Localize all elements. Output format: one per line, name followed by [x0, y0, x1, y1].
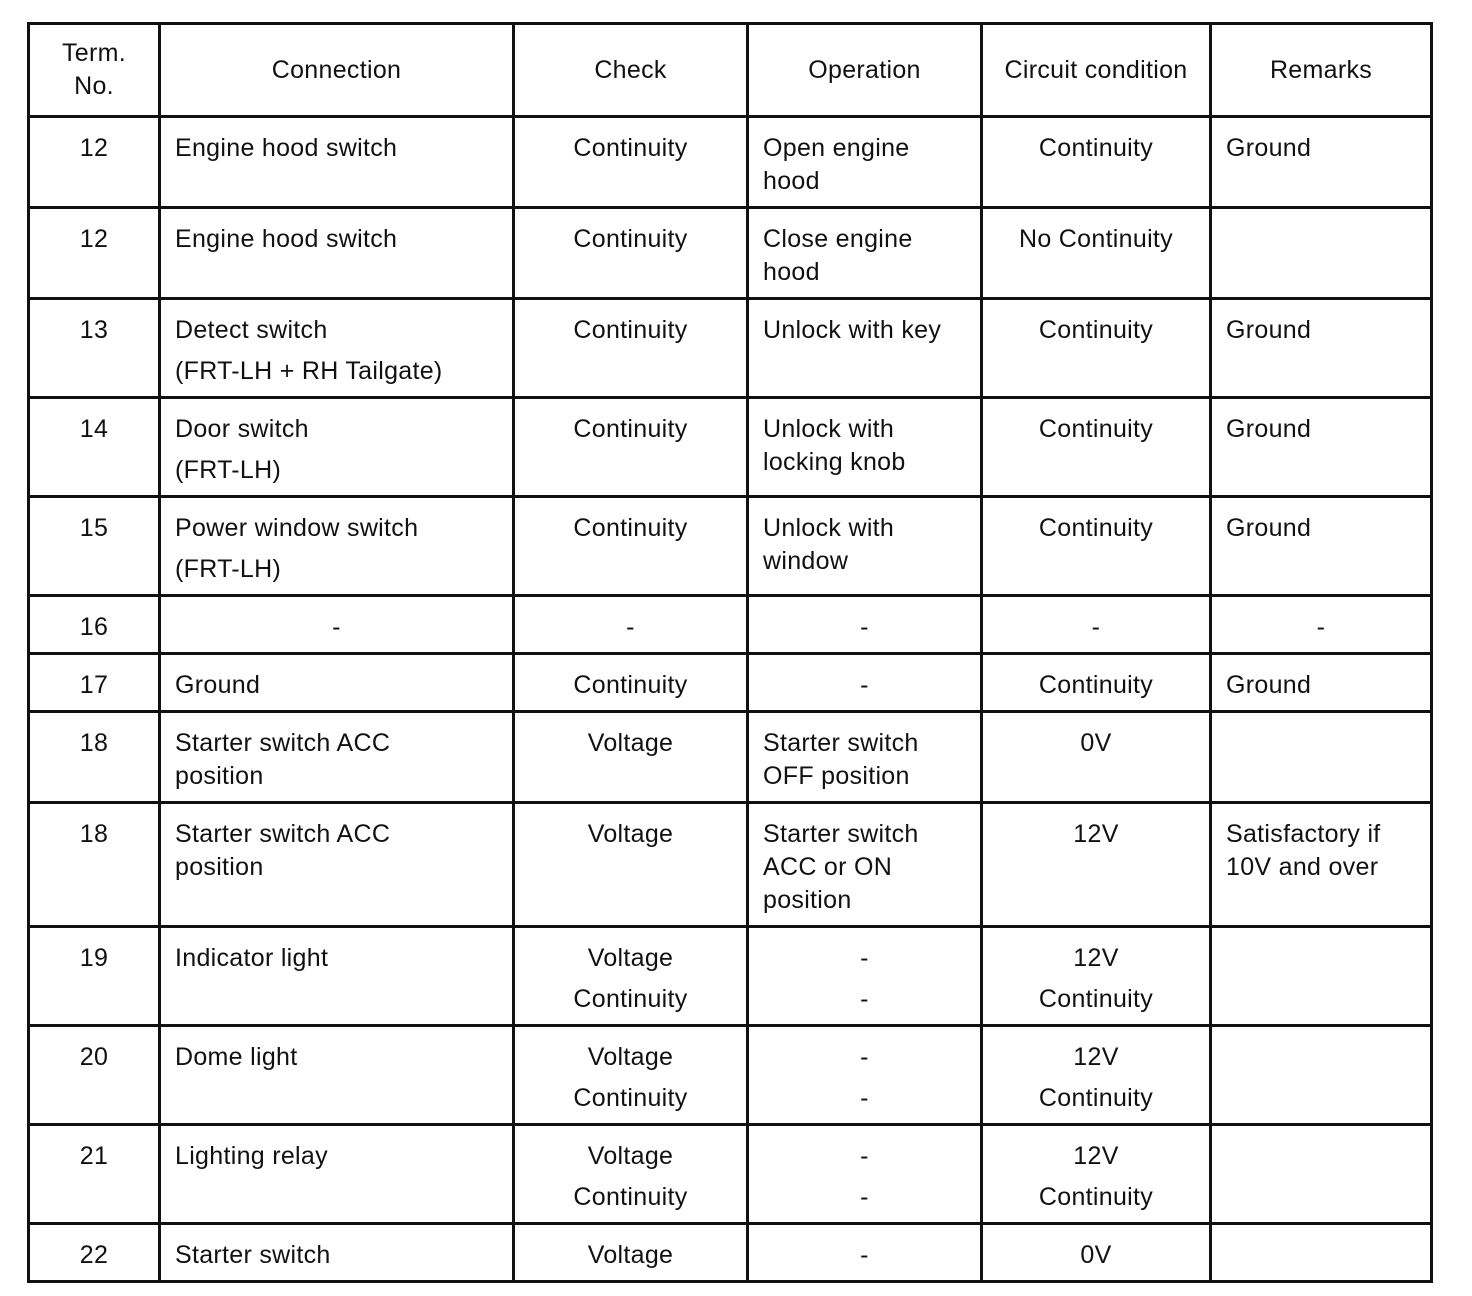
connection-cell [160, 596, 514, 654]
term-number-cell: 15 [29, 497, 160, 596]
circuit-condition-text: Continuity [1038, 671, 1154, 699]
operation-text: hood [763, 167, 820, 195]
check-text: Continuity [573, 134, 688, 162]
connection-text: Starter switch ACC [175, 820, 391, 848]
connection-cell [160, 712, 514, 803]
circuit-condition-text: Continuity [1038, 985, 1154, 1013]
check-text: Continuity [573, 985, 688, 1013]
term-number-cell: 16 [29, 596, 160, 654]
connection-cell [160, 654, 514, 712]
circuit-condition-text: Continuity [1038, 1084, 1154, 1112]
header-remarks: Remarks [1211, 24, 1432, 117]
table-row [29, 117, 1432, 208]
circuit-condition-cell [982, 927, 1211, 1026]
table-header [29, 24, 1432, 117]
connection-text: Starter switch [175, 1241, 331, 1269]
operation-text: hood [763, 258, 820, 286]
operation-text: Starter switch [763, 820, 919, 848]
connection-text: Lighting relay [175, 1142, 328, 1170]
connection-cell [160, 1224, 514, 1282]
connection-cell [160, 497, 514, 596]
operation-cell [748, 596, 982, 654]
circuit-condition-text: Continuity [1038, 514, 1154, 542]
operation-text: OFF position [763, 762, 910, 790]
circuit-condition-text: 12V [1073, 1043, 1119, 1071]
table-row [29, 596, 1432, 654]
term-number-cell: 21 [29, 1125, 160, 1224]
header-term-no-line1: Term. [62, 39, 126, 67]
connection-text: position [175, 853, 264, 881]
operation-cell [748, 1224, 982, 1282]
check-cell [514, 1026, 748, 1125]
term-number-cell: 12 [29, 117, 160, 208]
remarks-cell [1211, 208, 1432, 299]
remarks-text: Ground [1226, 671, 1312, 699]
check-cell [514, 654, 748, 712]
connection-cell [160, 117, 514, 208]
remarks-cell [1211, 1026, 1432, 1125]
operation-cell [748, 803, 982, 927]
check-cell [514, 927, 748, 1026]
check-text: - [626, 613, 635, 641]
table-row [29, 398, 1432, 497]
circuit-condition-text: Continuity [1038, 415, 1154, 443]
remarks-text: Ground [1226, 134, 1312, 162]
check-cell [514, 1224, 748, 1282]
connection-cell [160, 208, 514, 299]
circuit-condition-text: 12V [1073, 820, 1119, 848]
circuit-condition-text: 12V [1073, 944, 1119, 972]
operation-text: - [860, 1142, 869, 1170]
header-check: Check [514, 24, 748, 117]
remarks-cell [1211, 803, 1432, 927]
check-text: Voltage [587, 1241, 674, 1269]
connection-cell [160, 927, 514, 1026]
table-row [29, 208, 1432, 299]
circuit-condition-text: 12V [1073, 1142, 1119, 1170]
check-text: Voltage [587, 1142, 674, 1170]
table-row [29, 497, 1432, 596]
connection-text: position [175, 762, 264, 790]
connection-cell [160, 803, 514, 927]
check-text: Continuity [573, 514, 688, 542]
term-number-cell: 12 [29, 208, 160, 299]
operation-cell [748, 1026, 982, 1125]
check-text: Voltage [587, 729, 674, 757]
connection-text: (FRT-LH + RH Tailgate) [175, 357, 443, 385]
connection-text: Power window switch [175, 514, 419, 542]
table-row [29, 1125, 1432, 1224]
remarks-cell [1211, 299, 1432, 398]
operation-text: - [860, 944, 869, 972]
operation-cell [748, 299, 982, 398]
check-cell [514, 1125, 748, 1224]
circuit-condition-cell [982, 208, 1211, 299]
terminal-inspection-table [27, 22, 1433, 1283]
remarks-text: 10V and over [1226, 853, 1379, 881]
connection-text: Indicator light [175, 944, 329, 972]
operation-text: Close engine [763, 225, 913, 253]
header-term-no-line2: No. [74, 72, 114, 100]
operation-text: - [860, 1183, 869, 1211]
connection-text: Starter switch ACC [175, 729, 391, 757]
remarks-cell [1211, 654, 1432, 712]
operation-text: Starter switch [763, 729, 919, 757]
table-row [29, 299, 1432, 398]
check-text: Continuity [573, 1183, 688, 1211]
term-number-cell: 13 [29, 299, 160, 398]
operation-text: Unlock with key [763, 316, 942, 344]
circuit-condition-cell [982, 299, 1211, 398]
operation-text: window [763, 547, 849, 575]
term-number-cell: 22 [29, 1224, 160, 1282]
circuit-condition-text: - [1091, 613, 1101, 641]
table-body [29, 117, 1432, 1282]
header-connection: Connection [160, 24, 514, 117]
connection-cell [160, 398, 514, 497]
connection-text: Detect switch [175, 316, 328, 344]
header-circuit-condition: Circuit condition [982, 24, 1211, 117]
circuit-condition-text: No Continuity [1019, 225, 1173, 253]
operation-cell [748, 208, 982, 299]
remarks-cell [1211, 398, 1432, 497]
check-cell [514, 299, 748, 398]
circuit-condition-cell [982, 1224, 1211, 1282]
operation-cell [748, 712, 982, 803]
table-row [29, 803, 1432, 927]
circuit-condition-cell [982, 1026, 1211, 1125]
operation-text: Unlock with [763, 514, 895, 542]
operation-text: - [860, 1241, 869, 1269]
operation-text: - [860, 1043, 869, 1071]
operation-text: locking knob [763, 448, 906, 476]
connection-text: Engine hood switch [175, 134, 398, 162]
operation-text: Open engine [763, 134, 910, 162]
check-cell [514, 712, 748, 803]
operation-cell [748, 398, 982, 497]
remarks-cell [1211, 927, 1432, 1026]
check-text: Continuity [573, 671, 688, 699]
operation-cell [748, 497, 982, 596]
operation-text: Unlock with [763, 415, 895, 443]
remarks-text: Ground [1226, 514, 1312, 542]
term-number-cell: 18 [29, 803, 160, 927]
operation-text: position [763, 886, 852, 914]
check-text: Continuity [573, 316, 688, 344]
table-row [29, 1026, 1432, 1125]
check-text: Continuity [573, 1084, 688, 1112]
connection-text: Door switch [175, 415, 309, 443]
connection-text: - [332, 613, 341, 641]
connection-cell [160, 1026, 514, 1125]
check-text: Voltage [587, 944, 674, 972]
header-term-no [29, 24, 160, 117]
connection-text: (FRT-LH) [175, 555, 282, 583]
remarks-cell [1211, 712, 1432, 803]
connection-text: Dome light [175, 1043, 298, 1071]
connection-text: (FRT-LH) [175, 456, 282, 484]
remarks-text: Ground [1226, 415, 1312, 443]
circuit-condition-cell [982, 1125, 1211, 1224]
operation-text: - [860, 613, 869, 641]
term-number-cell: 14 [29, 398, 160, 497]
check-cell [514, 117, 748, 208]
circuit-condition-text: 0V [1080, 729, 1112, 757]
check-text: Voltage [587, 820, 674, 848]
circuit-condition-cell [982, 596, 1211, 654]
check-text: Voltage [587, 1043, 674, 1071]
remarks-text: Ground [1226, 316, 1312, 344]
circuit-condition-cell [982, 803, 1211, 927]
header-row [29, 24, 1432, 117]
connection-text: Ground [175, 671, 261, 699]
term-number-cell: 17 [29, 654, 160, 712]
remarks-cell [1211, 596, 1432, 654]
operation-text: - [860, 671, 869, 699]
header-operation: Operation [748, 24, 982, 117]
operation-text: ACC or ON [763, 853, 893, 881]
term-number-cell: 18 [29, 712, 160, 803]
check-text: Continuity [573, 225, 688, 253]
circuit-condition-cell [982, 654, 1211, 712]
check-cell [514, 596, 748, 654]
operation-cell [748, 927, 982, 1026]
remarks-cell [1211, 1224, 1432, 1282]
check-cell [514, 497, 748, 596]
circuit-condition-text: Continuity [1038, 1183, 1154, 1211]
table-row [29, 712, 1432, 803]
circuit-condition-cell [982, 497, 1211, 596]
connection-text: Engine hood switch [175, 225, 398, 253]
remarks-cell [1211, 117, 1432, 208]
circuit-condition-cell [982, 117, 1211, 208]
remarks-cell [1211, 497, 1432, 596]
operation-text: - [860, 1084, 869, 1112]
circuit-condition-cell [982, 712, 1211, 803]
connection-cell [160, 1125, 514, 1224]
operation-cell [748, 654, 982, 712]
circuit-condition-text: Continuity [1038, 134, 1154, 162]
connection-cell [160, 299, 514, 398]
check-text: Continuity [573, 415, 688, 443]
circuit-condition-cell [982, 398, 1211, 497]
table-row [29, 1224, 1432, 1282]
term-number-cell: 20 [29, 1026, 160, 1125]
table-row [29, 927, 1432, 1026]
operation-cell [748, 117, 982, 208]
remarks-cell [1211, 1125, 1432, 1224]
remarks-text: Satisfactory if [1226, 820, 1381, 848]
check-cell [514, 803, 748, 927]
circuit-condition-text: 0V [1080, 1241, 1112, 1269]
circuit-condition-text: Continuity [1038, 316, 1154, 344]
table-row [29, 654, 1432, 712]
check-cell [514, 208, 748, 299]
operation-cell [748, 1125, 982, 1224]
term-number-cell: 19 [29, 927, 160, 1026]
operation-text: - [860, 985, 869, 1013]
check-cell [514, 398, 748, 497]
remarks-text: - [1316, 613, 1326, 641]
